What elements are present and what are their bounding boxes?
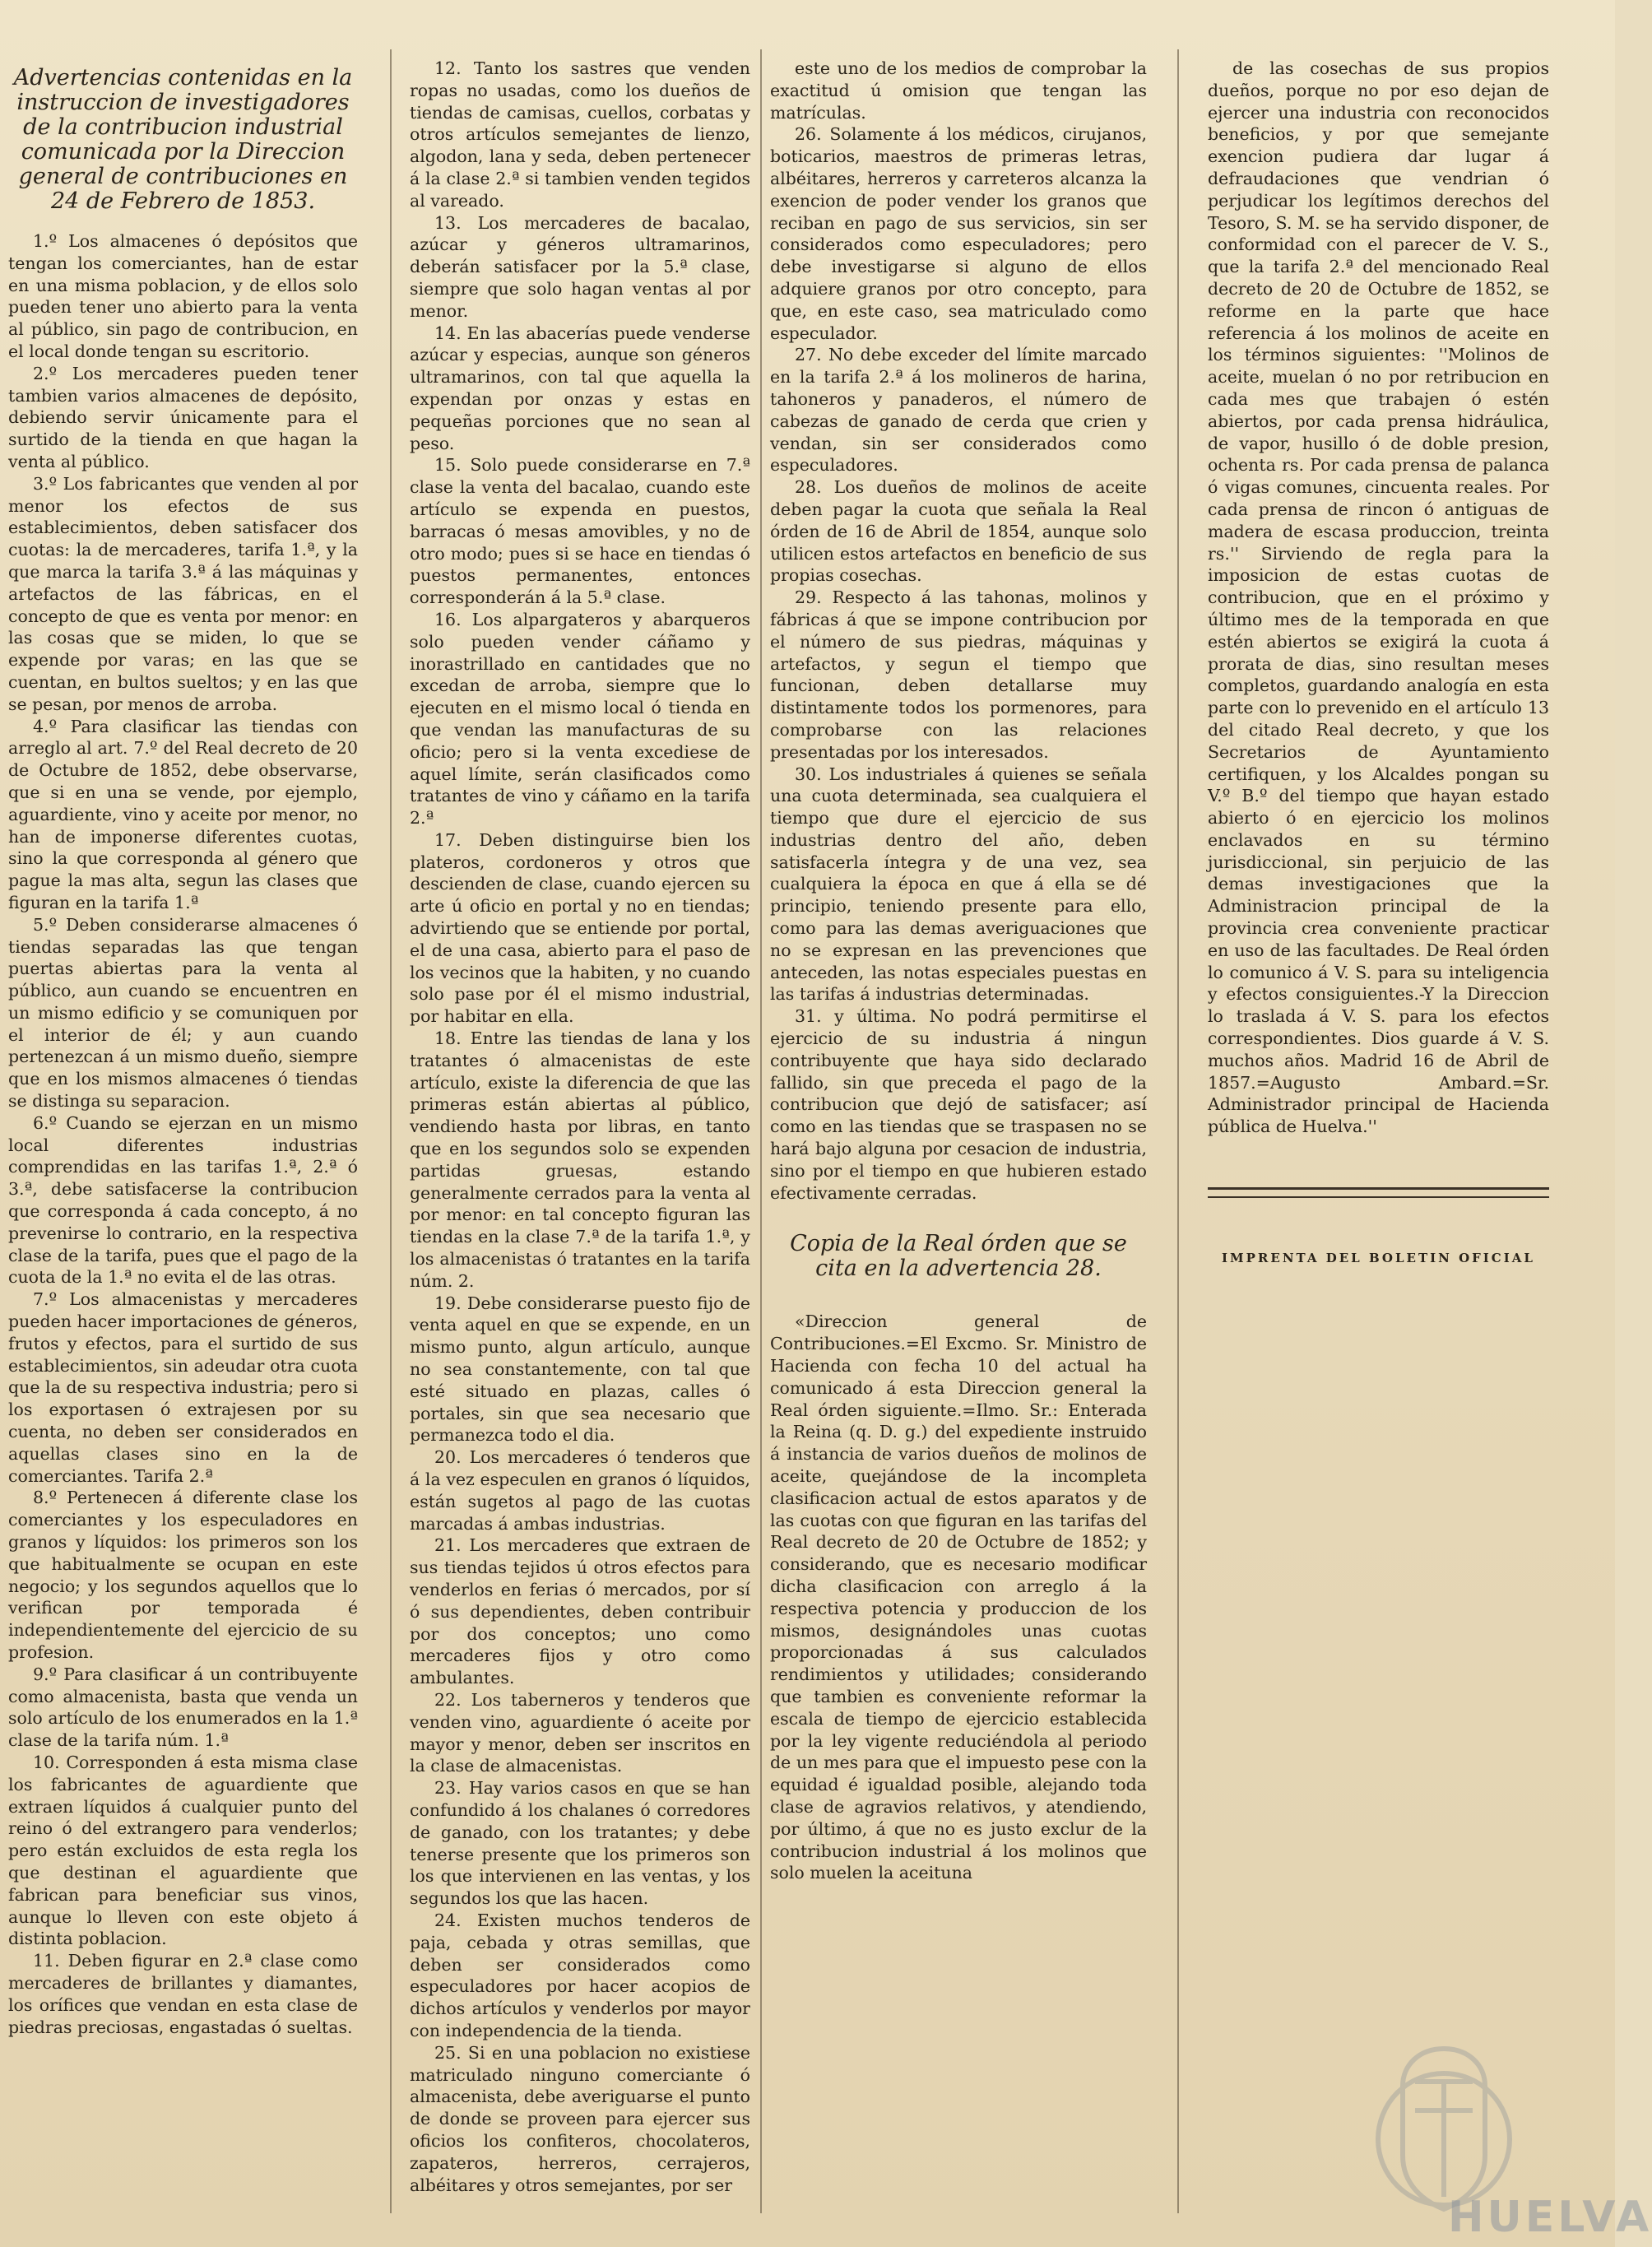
paragraph: 22. Los taberneros y tenderos que venden vino, aguardiente ó aceite por mayor y menor, deben ser inscritos en la clase de almacenistas.: [410, 1689, 750, 1776]
watermark-text: HUELVA: [1448, 2193, 1652, 2242]
paragraph: 3.º Los fabricantes que venden al por menor los efectos de sus establecimientos, deben satisfacer dos cuotas: la de mercaderes, tarifa 1.ª, y la que marca la tarifa 3.ª á las máquinas y artefactos de las fábricas, en el concepto de que es venta por menor: en las cosas que se miden, lo que se expende por varas; en las que se cuentan, en bultos sueltos; y en las que se pesan, por menos de arroba.: [8, 473, 358, 714]
paragraph: 13. Los mercaderes de bacalao, azúcar y géneros ultramarinos, deberán satisfacer por la 5.ª clase, siempre que solo hagan ventas al por menor.: [410, 212, 750, 321]
paragraph: «Direccion general de Contribuciones.=El Excmo. Sr. Ministro de Hacienda con fecha 10 del actual ha comunicado á esta Direccion general la Real órden siguiente.=Ilmo. Sr.: Enterada la Reina (q. D. g.) del expediente instruido á instancia de varios dueños de molinos de aceite, quejándose de la incompleta clasificacion actual de estos aparatos y de las cuotas con que figuran en las tarifas del Real decreto de 20 de Octubre de 1852; y considerando, que es necesario modificar dicha clasificacion con arreglo á la respectiva potencia y produccion de los mismos, designándoles unas cuotas proporcionadas á sus calculados rendimientos y utilidades; considerando que tambien es conveniente reformar la escala de tiempo de ejercicio establecida por la ley vigente reduciéndola al periodo de un mes para que el impuesto pese con la equidad é igualdad posible, alejando toda clase de agravios relativos, y atendiendo, por último, á que no es justo exclur de la contribucion industrial á los molinos que solo muelen la aceituna: [770, 1312, 1147, 1883]
paragraph: 10. Corresponden á esta misma clase los fabricantes de aguardiente que extraen líquidos á cualquier punto del reino ó del extrangero para venderlos; pero están excluidos de esta regla los que destinan el aguardiente que fabrican para beneficiar sus vinos, aunque lo lleven con este objeto á distinta poblacion.: [8, 1752, 358, 1949]
paragraph: 26. Solamente á los médicos, cirujanos, boticarios, maestros de primeras letras, albéitares, herreros y carreteros alcanza la exencion de poder vender los granos que reciban en pago de sus servicios, sin ser considerados como especuladores; pero debe investigarse si alguno de ellos adquiere granos por otro concepto, para que, en este caso, sea matriculado como especulador.: [770, 124, 1147, 343]
column-1: [8, 58, 358, 2238]
paragraph: 23. Hay varios casos en que se han confundido á los chalanes ó corredores de ganado, con los tratantes; y debe tenerse presente que los primeros son los que intervienen en las ventas, y los segundos los que las hacen.: [410, 1778, 750, 1909]
paragraph: 2.º Los mercaderes pueden tener tambien varios almacenes de depósito, debiendo servir únicamente para el surtido de la tienda en que hagan la venta al público.: [8, 363, 358, 471]
paragraph: 9.º Para clasificar á un contribuyente como almacenista, basta que venda un solo artículo de los enumerados en la 1.ª clase de la tarifa núm. 1.ª: [8, 1664, 358, 1751]
paragraph: 8.º Pertenecen á diferente clase los comerciantes y los especuladores en granos y líquidos: los primeros son los que habitualmente se ocupan en este negocio; y los segundos aquellos que lo verifican por temporada é independientemente del ejercicio de su profesion.: [8, 1488, 358, 1662]
paragraph: 19. Debe considerarse puesto fijo de venta aquel en que se expende, en un mismo punto, algun artículo, aunque no sea constantemente, con tal que esté situado en plazas, calles ó portales, sin que sea necesario que permanezca todo el dia.: [410, 1293, 750, 1446]
paragraph: 4.º Para clasificar las tiendas con arreglo al art. 7.º del Real decreto de 20 de Octubre de 1852, debe observarse, que si en una se vende, por ejemplo, aguardiente, vino y aceite por menor, no han de imponerse diferentes cuotas, sino la que corresponda al género que pague la mas alta, segun las clases que figuran en la tarifa 1.ª: [8, 716, 358, 912]
paragraph: 17. Deben distinguirse bien los plateros, cordoneros y otros que descienden de clase, cuando ejercen su arte ú oficio en portal y no en tiendas; advirtiendo que se entiende por portal, el de una casa, abierto para el paso de los vecinos que la habiten, y no cuando solo pase por él el mismo industrial, por habitar en ella.: [410, 829, 750, 1027]
paragraph: 20. Los mercaderes ó tenderos que á la vez especulen en granos ó líquidos, están sugetos al pago de las cuotas marcadas á ambas industrias.: [410, 1447, 750, 1534]
copy-heading: Copia de la Real órden que se cita en la advertencia 28.: [790, 1231, 1127, 1282]
paragraph: 25. Si en una poblacion no existiese matriculado ninguno comerciante ó almacenista, debe averiguarse el punto de donde se proveen para ejercer sus oficios los confiteros, chocolateros, zapateros, herreros, cerrajeros, albéitares y otros semejantes, por ser: [410, 2042, 750, 2195]
section-heading: Advertencias contenidas en la instruccion de investigadores de la contribucion industrial comunicada por la Direccion general de contribuciones en 24 de Febrero de 1853.: [13, 65, 353, 214]
divider-rule: [1208, 1187, 1549, 1198]
column-rule: [760, 49, 762, 2213]
paragraph: 24. Existen muchos tenderos de paja, cebada y otras semillas, que deben ser considerados como especuladores por hacer acopios de dichos artículos y venderlos por mayor con independencia de la tienda.: [410, 1910, 750, 2040]
paragraph: este uno de los medios de comprobar la exactitud ú omision que tengan las matrículas.: [770, 58, 1147, 123]
imprint-line: IMPRENTA DEL BOLETIN OFICIAL: [1222, 1251, 1535, 1266]
paragraph: de las cosechas de sus propios dueños, porque no por eso dejan de ejercer una industria con reconocidos beneficios, y por que semejante exencion pudiera dar lugar á defraudaciones que vendrian ó perjudicar los legítimos derechos del Tesoro, S. M. se ha servido disponer, de conformidad con el parecer de V. S., que la tarifa 2.ª del mencionado Real decreto de 20 de Octubre de 1852, se reforme en la parte que hace referencia á los molinos de aceite en los términos siguientes: ''Molinos de aceite, muelan ó no por retribucion en cada mes que trabajen ó estén abiertos, por cada prensa hidráulica, de vapor, husillo ó de doble presion, ochenta rs. Por cada prensa de palanca ó vigas comunes, cincuenta reales. Por cada prensa de rincon ó antiguas de madera de escasa produccion, treinta rs.'' Sirviendo de regla para la imposicion de estas cuotas de contribucion, que en el próximo y último mes de la temporada en que estén abiertos se exigirá la cuota á prorata de dias, sino resultan meses completos, guardando analogía en esta parte con lo prevenido en el artículo 13 del citado Real decreto, y que los Secretarios de Ayuntamiento certifiquen, y los Alcaldes pongan su V.º B.º del tiempo que hayan estado abierto ó en ejercicio los molinos enclavados en su término jurisdiccional, sin perjuicio de las demas investigaciones que la Administracion principal de la provincia crea conveniente practicar en uso de las facultades. De Real órden lo comunico á V. S. para su inteligencia y efectos consiguientes.-Y la Direccion lo traslada á V. S. para los efectos correspondientes. Dios guarde á V. S. muchos años. Madrid 16 de Abril de 1857.=Augusto Ambard.=Sr. Administrador principal de Hacienda pública de Huelva.'': [1208, 58, 1549, 1137]
paragraph: 18. Entre las tiendas de lana y los tratantes ó almacenistas de este artículo, existe la diferencia de que las primeras están abiertas al público, vendiendo hasta por libras, en tanto que en los segundos solo se expenden partidas gruesas, estando generalmente cerrados para la venta al por menor: en tal concepto figuran las tiendas en la clase 7.ª de la tarifa 1.ª, y los almacenistas ó tratantes en la tarifa núm. 2.: [410, 1028, 750, 1291]
column-rule: [1177, 49, 1179, 2213]
paragraph: 15. Solo puede considerarse en 7.ª clase la venta del bacalao, cuando este artículo se expenda en puestos, barracas ó mesas amovibles, y no de otro modo; pues si se hace en tiendas ó puestos permanentes, entonces corresponderán á la 5.ª clase.: [410, 455, 750, 608]
paragraph: 1.º Los almacenes ó depósitos que tengan los comerciantes, han de estar en una misma poblacion, y de ellos solo pueden tener uno abierto para la venta al público, sin pago de contribucion, en el local donde tengan su escritorio.: [8, 231, 358, 361]
paragraph: 14. En las abacerías puede venderse azúcar y especias, aunque son géneros ultramarinos, con tal que aquella la expendan por onzas y estas en pequeñas porciones que no sean al peso.: [410, 323, 750, 453]
paragraph: 6.º Cuando se ejerzan en un mismo local diferentes industrias comprendidas en las tarifas 1.ª, 2.ª ó 3.ª, debe satisfacerse la contribucion que corresponda á cada concepto, á no prevenirse lo contrario, en la respectiva clase de la tarifa, pues que el pago de la cuota de la 1.ª no evita el de las otras.: [8, 1112, 358, 1288]
paragraph: 28. Los dueños de molinos de aceite deben pagar la cuota que señala la Real órden de 16 de Abril de 1854, aunque solo utilicen estos artefactos en beneficio de sus propias cosechas.: [770, 477, 1147, 586]
paragraph: 30. Los industriales á quienes se señala una cuota determinada, sea cualquiera el tiempo que dure el ejercicio de sus industrias dentro del año, deben satisfacerla íntegra y de una vez, sea cualquiera la época en que á ella se dé principio, teniendo presente para ello, como para las demas averiguaciones que no se expresan en las prevenciones que anteceden, las notas especiales puestas en las tarifas á industrias determinadas.: [770, 764, 1147, 1005]
paragraph: 5.º Deben considerarse almacenes ó tiendas separadas las que tengan puertas abiertas para la venta al público, aun cuando se encuentren en un mismo edificio y se comuniquen por el interior de él; y aun cuando pertenezcan á un mismo dueño, siempre que en los mismos almacenes ó tiendas se distinga su separacion.: [8, 914, 358, 1112]
paragraph: 12. Tanto los sastres que venden ropas no usadas, como los dueños de tiendas de camisas, cuellos, corbatas y otros artículos semejantes de lienzo, algodon, lana y seda, deben pertenecer á la clase 2.ª si tambien venden tegidos al vareado.: [410, 58, 750, 211]
column-rule: [390, 49, 392, 2213]
column-3: [770, 58, 1147, 2238]
paragraph: 11. Deben figurar en 2.ª clase como mercaderes de brillantes y diamantes, los orífices que vendan en esta clase de piedras preciosas, engastadas ó sueltas.: [8, 1951, 358, 2037]
paragraph: 7.º Los almacenistas y mercaderes pueden hacer importaciones de géneros, frutos y efectos, para el surtido de sus establecimientos, sin adeudar otra cuota que la de su respectiva industria; pero si los exportasen ó extrajesen por su cuenta, no deben ser considerados en aquellas clases sino en la de comerciantes. Tarifa 2.ª: [8, 1289, 358, 1486]
column-2: [410, 58, 750, 2238]
paragraph: 16. Los alpargateros y abarqueros solo pueden vender cáñamo y inorastrillado en cantidades que no excedan de arroba, siempre que lo ejecuten en el mismo local ó tienda en que vendan las manufacturas de su oficio; pero si la venta excediese de aquel límite, serán clasificados como tratantes de vino y cáñamo en la tarifa 2.ª: [410, 609, 750, 829]
paragraph: 27. No debe exceder del límite marcado en la tarifa 2.ª á los molineros de harina, tahoneros y panaderos, el número de cabezas de ganado de cerda que crien y vendan, sin ser considerados como especuladores.: [770, 345, 1147, 476]
paragraph: 21. Los mercaderes que extraen de sus tiendas tejidos ú otros efectos para venderlos en ferias ó mercados, por sí ó sus dependientes, deben contribuir por dos conceptos; uno como mercaderes fijos y otro como ambulantes.: [410, 1535, 750, 1688]
paragraph: 31. y última. No podrá permitirse el ejercicio de su industria á ningun contribuyente que haya sido declarado fallido, sin que preceda el pago de la contribucion que dejó de satisfacer; así como en las tiendas que se traspasen no se hará bajo alguna por cesacion de industria, sino por el tiempo en que hubieren estado efectivamente cerradas.: [770, 1006, 1147, 1203]
column-4: [1208, 58, 1549, 2238]
paragraph: 29. Respecto á las tahonas, molinos y fábricas á que se impone contribucion por el número de sus piedras, máquinas y artefactos, y segun el tiempo que funcionan, deben detallarse muy distintamente todos los pormenores, para comprobarse con las relaciones presentadas por los interesados.: [770, 587, 1147, 762]
